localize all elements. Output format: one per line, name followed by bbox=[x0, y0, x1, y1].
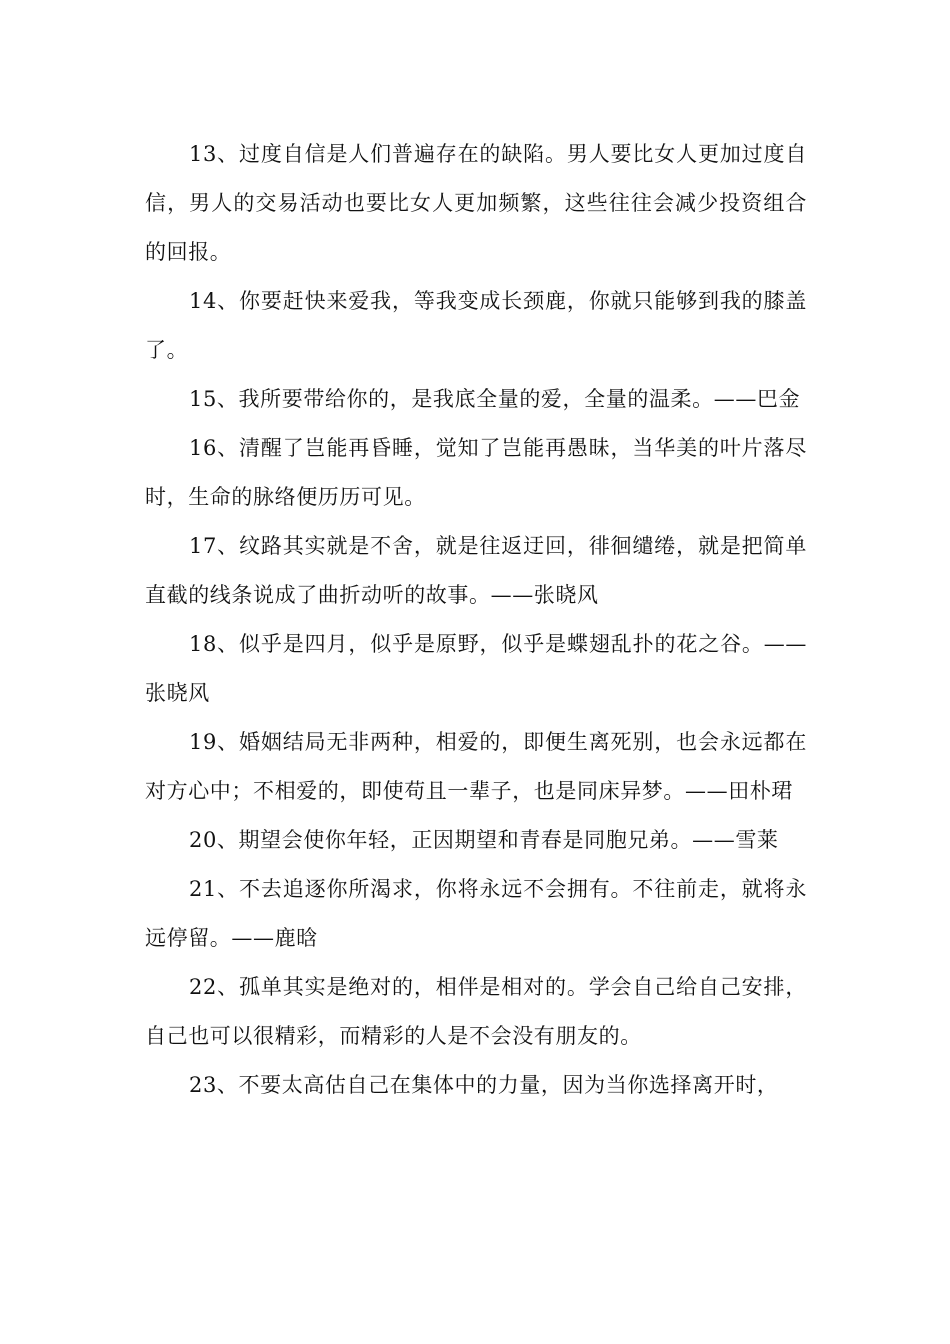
quote-paragraph-18: 18、似乎是四月，似乎是原野，似乎是蝶翅乱扑的花之谷。——张晓风 bbox=[145, 632, 807, 705]
quote-paragraph-16: 16、清醒了岂能再昏睡，觉知了岂能再愚昧，当华美的叶片落尽时，生命的脉络便历历可见。 bbox=[145, 436, 807, 509]
quote-paragraph-17: 17、纹路其实就是不舍，就是往返迂回，徘徊缱绻，就是把简单直截的线条说成了曲折动听的故事。——张晓风 bbox=[145, 534, 807, 607]
quote-paragraph-15: 15、我所要带给你的，是我底全量的爱，全量的温柔。——巴金 bbox=[189, 387, 801, 411]
quote-paragraph-23: 23、不要太高估自己在集体中的力量，因为当你选择离开时， bbox=[189, 1073, 779, 1097]
document-body bbox=[145, 130, 807, 1110]
quote-paragraph-22: 22、孤单其实是绝对的，相伴是相对的。学会自己给自己安排，自己也可以很精彩，而精彩的人是不会没有朋友的。 bbox=[145, 975, 807, 1048]
quote-paragraph-19: 19、婚姻结局无非两种，相爱的，即便生离死别，也会永远都在对方心中；不相爱的，即使苟且一辈子，也是同床异梦。——田朴珺 bbox=[145, 730, 807, 803]
quote-paragraph-20: 20、期望会使你年轻，正因期望和青春是同胞兄弟。——雪莱 bbox=[189, 828, 779, 852]
quote-paragraph-13: 13、过度自信是人们普遍存在的缺陷。男人要比女人更加过度自信，男人的交易活动也要比女人更加频繁，这些往往会减少投资组合的回报。 bbox=[145, 142, 807, 264]
quote-paragraph-21: 21、不去追逐你所渴求，你将永远不会拥有。不往前走，就将永远停留。——鹿晗 bbox=[145, 877, 807, 950]
quote-paragraph-14: 14、你要赶快来爱我，等我变成长颈鹿，你就只能够到我的膝盖了。 bbox=[145, 289, 807, 362]
